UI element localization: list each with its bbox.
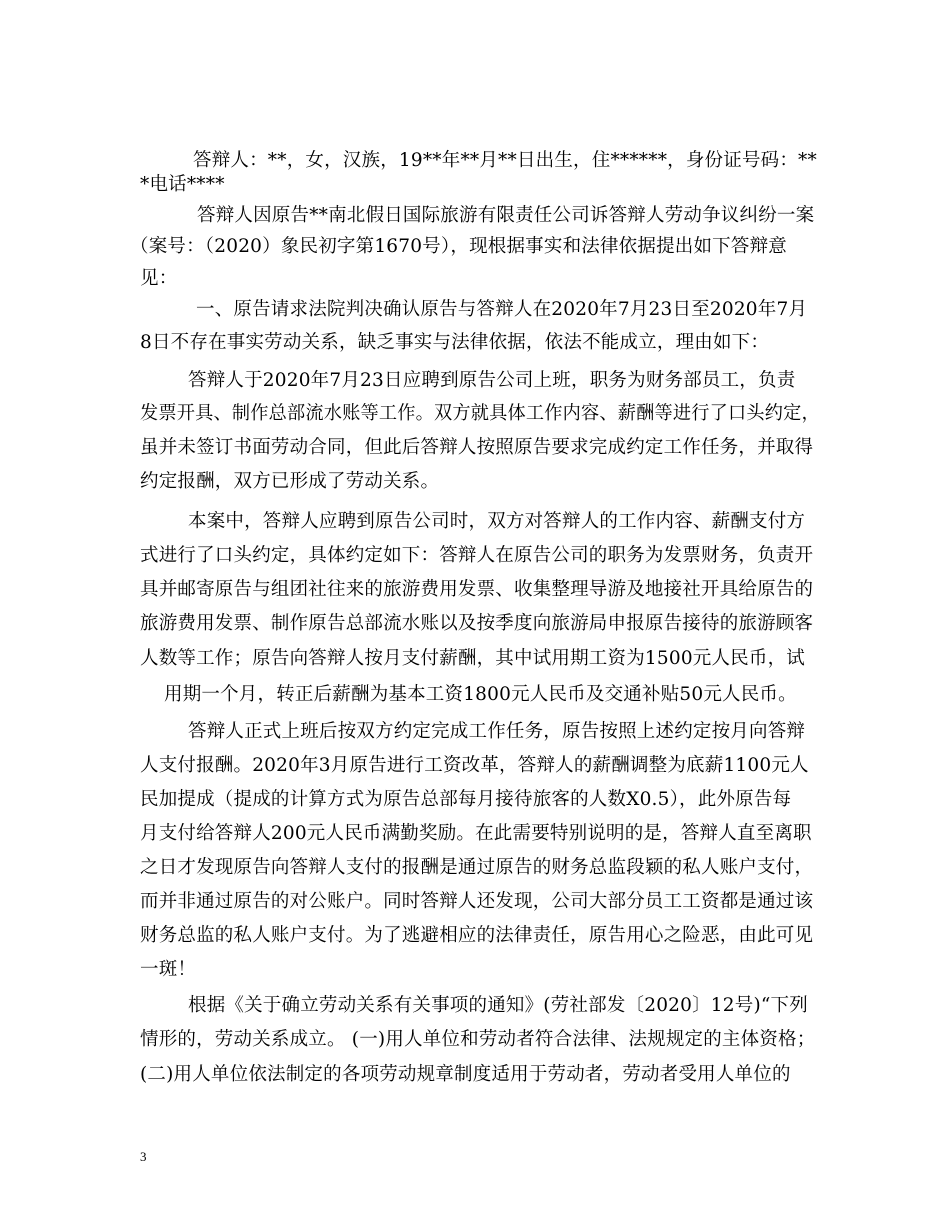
text-line: 而并非通过原告的对公账户。同时答辩人还发现，公司大部分员工工资都是通过该 xyxy=(140,891,814,912)
text-line: 根据《关于确立劳动关系有关事项的通知》(劳社部发〔2020〕12号)“下列 xyxy=(188,995,808,1016)
text-line: 答辩人：**，女，汉族，19**年**月**日出生，住******，身份证号码：** xyxy=(193,150,817,171)
text-line: 之日才发现原告向答辩人支付的报酬是通过原告的财务总监段颖的私人账户支付， xyxy=(140,857,814,878)
text-line: (二)用人单位依法制定的各项劳动规章制度适用于劳动者，劳动者受用人单位的 xyxy=(140,1064,791,1085)
text-line: *电话**** xyxy=(140,174,225,195)
text-line: 答辩人因原告**南北假日国际旅游有限责任公司诉答辩人劳动争议纠纷一案 xyxy=(197,205,815,226)
text-line: 旅游费用发票、制作原告总部流水账以及按季度向旅游局申报原告接待的旅游顾客 xyxy=(140,613,814,634)
text-line: 情形的，劳动关系成立。 (一)用人单位和劳动者符合法律、法规规定的主体资格； xyxy=(140,1029,816,1050)
text-line: 约定报酬，双方已形成了劳动关系。 xyxy=(140,471,440,492)
text-line: 一斑！ xyxy=(140,959,197,980)
text-line: 具并邮寄原告与组团社往来的旅游费用发票、收集整理导游及地接社开具给原告的 xyxy=(140,579,814,600)
text-line: （案号：（2020）象民初字第1670号），现根据事实和法律依据提出如下答辩意 xyxy=(130,236,787,257)
text-line: 人支付报酬。2020年3月原告进行工资改革，答辩人的薪酬调整为底薪1100元人 xyxy=(140,755,809,776)
page-number: 3 xyxy=(140,1149,147,1164)
text-line: 一、原告请求法院判决确认原告与答辩人在2020年7月23日至2020年7月 xyxy=(196,299,808,320)
text-line: 答辩人正式上班后按双方约定完成工作任务，原告按照上述约定按月向答辩 xyxy=(188,721,806,742)
text-line: 见： xyxy=(140,268,178,289)
text-line: 本案中，答辩人应聘到原告公司时，双方对答辩人的工作内容、薪酬支付方 xyxy=(188,511,806,532)
text-line: 发票开具、制作总部流水账等工作。双方就具体工作内容、薪酬等进行了口头约定， xyxy=(140,403,820,424)
text-line: 民加提成（提成的计算方式为原告总部每月接待旅客的人数X0.5），此外原告每 xyxy=(140,789,792,810)
text-line: 人数等工作；原告向答辩人按月支付薪酬，其中试用期工资为1500元人民币，试 xyxy=(140,648,805,669)
text-line: 答辩人于2020年7月23日应聘到原告公司上班，职务为财务部员工，负责 xyxy=(188,370,796,391)
text-line: 月支付给答辩人200元人民币满勤奖励。在此需要特别说明的是，答辩人直至离职 xyxy=(140,823,812,844)
text-line: 虽并未签订书面劳动合同，但此后答辩人按照原告要求完成约定工作任务，并取得 xyxy=(140,437,814,458)
text-line: 用期一个月，转正后薪酬为基本工资1800元人民币及交通补贴50元人民币。 xyxy=(164,684,797,705)
text-line: 财务总监的私人账户支付。为了逃避相应的法律责任，原告用心之险恶，由此可见 xyxy=(140,925,814,946)
text-line: 8日不存在事实劳动关系，缺乏事实与法律依据，依法不能成立，理由如下： xyxy=(140,332,770,353)
text-line: 式进行了口头约定，具体约定如下：答辩人在原告公司的职务为发票财务，负责开 xyxy=(140,545,814,566)
